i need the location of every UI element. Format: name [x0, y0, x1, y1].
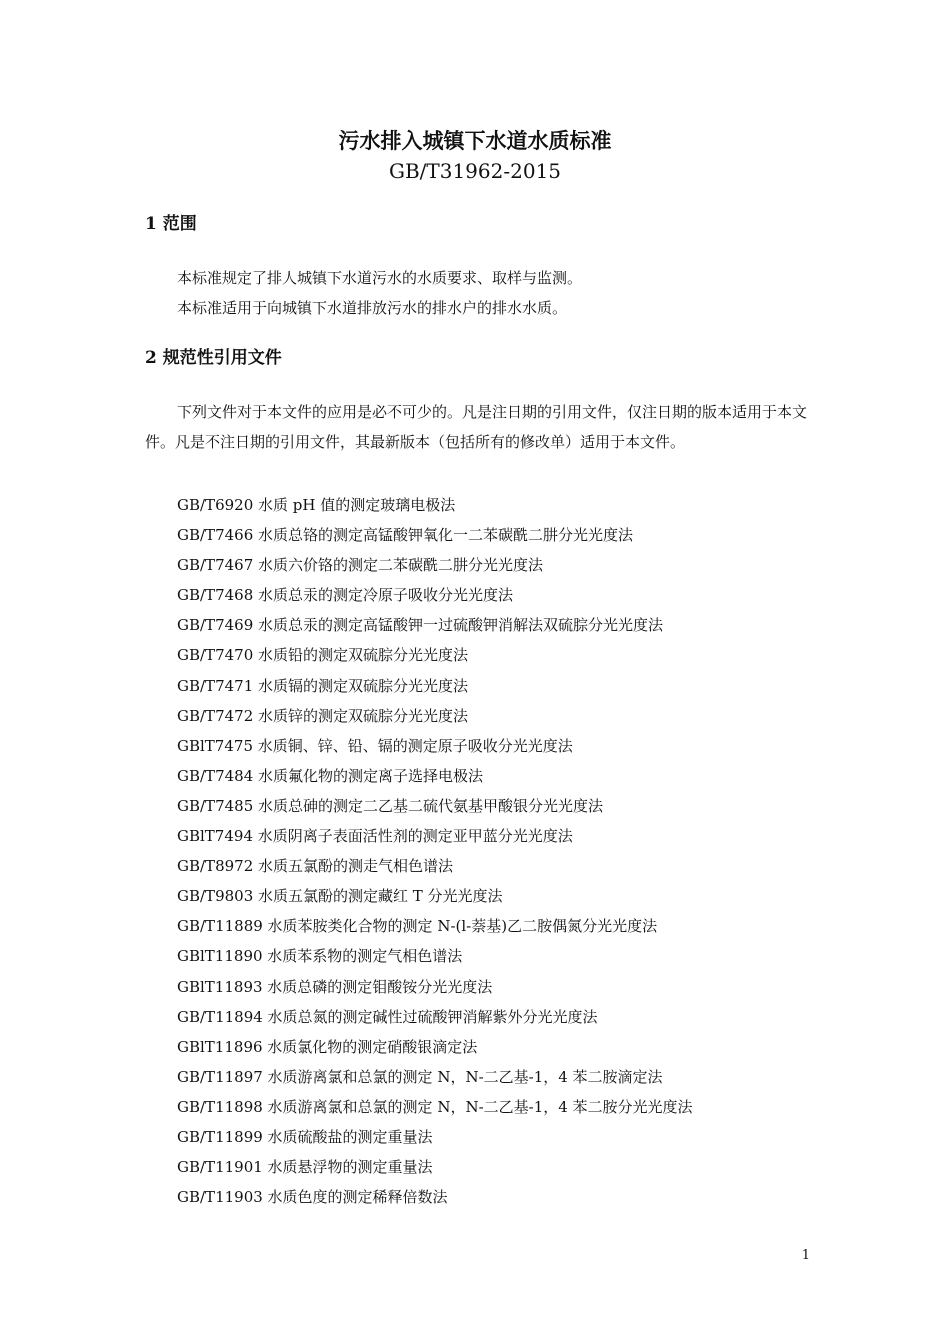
reference-item: GB/T11894 水质总氮的测定碱性过硫酸钾消解紫外分光光度法: [177, 1007, 598, 1026]
reference-item: GBlT11893 水质总磷的测定钼酸铵分光光度法: [177, 977, 493, 996]
reference-item: GBlT11896 水质氯化物的测定硝酸银滴定法: [177, 1037, 478, 1056]
reference-item: GB/T7468 水质总汞的测定冷原子吸收分光光度法: [177, 586, 514, 605]
reference-item: GB/T11898 水质游离氯和总氯的测定 N，N-二乙基-1，4 苯二胺分光光度法: [177, 1097, 693, 1116]
document-code: GB/T31962-2015: [388, 159, 562, 183]
reference-item: GBlT7494 水质阴离子表面活性剂的测定亚甲蓝分光光度法: [177, 827, 573, 846]
reference-item: GBlT11890 水质苯系物的测定气相色谱法: [177, 947, 463, 966]
scope-paragraph-2: 本标准适用于向城镇下水道排放污水的排水户的排水水质。: [177, 299, 568, 317]
reference-item: GB/T7485 水质总砷的测定二乙基二硫代氨基甲酸银分光光度法: [177, 796, 604, 815]
reference-item: GB/T7470 水质铅的测定双硫腙分光光度法: [177, 646, 469, 665]
reference-item: GB/T7472 水质锌的测定双硫腙分光光度法: [177, 706, 469, 725]
reference-item: GB/T7469 水质总汞的测定高锰酸钾一过硫酸钾消解法双硫腙分光光度法: [177, 616, 664, 635]
reference-item: GB/T7467 水质六价铬的测定二苯碳酰二肼分光光度法: [177, 556, 544, 575]
reference-item: GB/T7471 水质镉的测定双硫腙分光光度法: [177, 676, 469, 695]
page-number: 1: [801, 1248, 810, 1263]
reference-list: [177, 490, 693, 1212]
reference-item: GB/T7484 水质氟化物的测定离子选择电极法: [177, 766, 484, 785]
reference-item: GB/T11889 水质苯胺类化合物的测定 N-(l-萘基)乙二胺偶氮分光光度法: [177, 917, 658, 936]
reference-item: GB/T11897 水质游离氯和总氯的测定 N，N-二乙基-1，4 苯二胺滴定法: [177, 1067, 663, 1086]
reference-item: GB/T9803 水质五氯酚的测定藏红 T 分光光度法: [177, 887, 503, 906]
reference-item: GB/T11901 水质悬浮物的测定重量法: [177, 1158, 433, 1177]
scope-paragraph-1: 本标准规定了排人城镇下水道污水的水质要求、取样与监测。: [177, 269, 583, 287]
references-intro-paragraph: 下列文件对于本文件的应用是必不可少的。凡是注日期的引用文件，仅注日期的版本适用于本文件。凡是不注日期的引用文件，其最新版本（包括所有的修改单）适用于本文件。: [145, 403, 808, 451]
reference-item: GB/T8972 水质五氯酚的测走气相色谱法: [177, 857, 454, 876]
document-title: 污水排入城镇下水道水质标准: [338, 128, 612, 153]
reference-item: GB/T11899 水质硫酸盐的测定重量法: [177, 1127, 433, 1146]
section-heading-scope: 1 范围: [145, 214, 197, 234]
reference-item: GB/T7466 水质总铬的测定高锰酸钾氧化一二苯碳酰二肼分光光度法: [177, 526, 634, 545]
reference-item: GB/T6920 水质 pH 值的测定玻璃电极法: [177, 496, 456, 514]
reference-item: GBlT7475 水质铜、锌、铅、镉的测定原子吸收分光光度法: [177, 736, 573, 755]
reference-item: GB/T11903 水质色度的测定稀释倍数法: [177, 1188, 448, 1207]
section-heading-normative-references: 2 规范性引用文件: [145, 348, 282, 368]
